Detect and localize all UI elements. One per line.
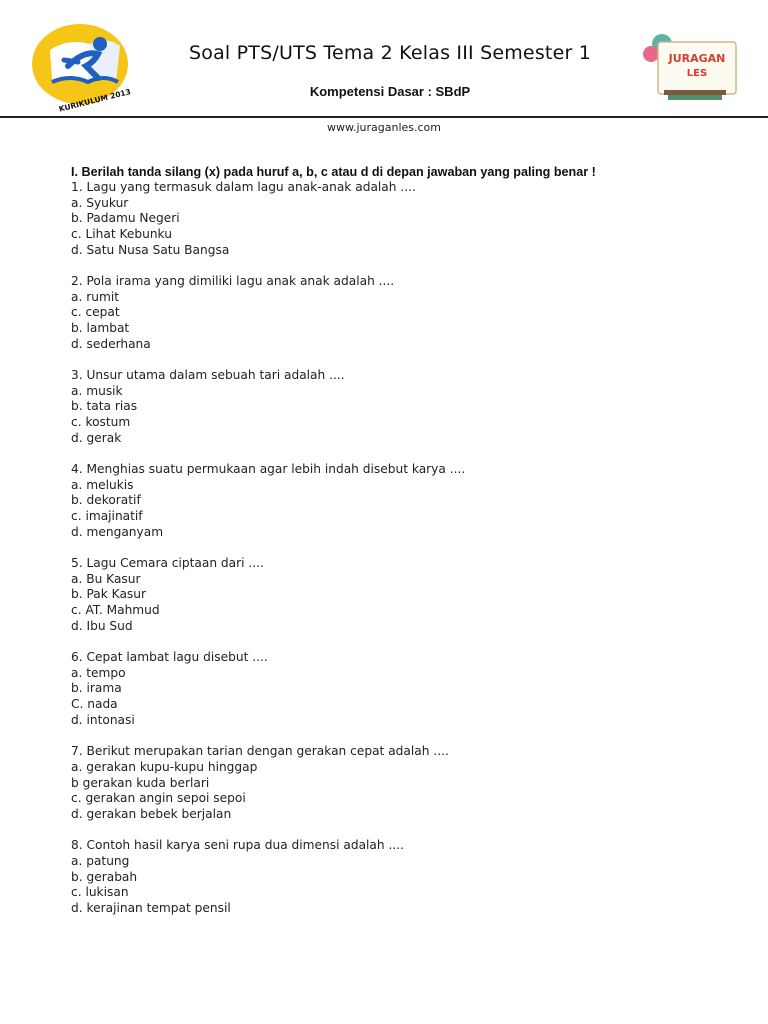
question-section [71, 164, 751, 932]
question-item [71, 556, 751, 635]
page-title: Soal PTS/UTS Tema 2 Kelas III Semester 1 [188, 42, 591, 64]
question-item [71, 462, 751, 541]
answer-option: a. rumit [71, 289, 119, 304]
website-url-text: www.juraganles.com [326, 121, 441, 134]
answer-option: b. gerabah [71, 869, 138, 884]
answer-option: C. nada [71, 697, 118, 712]
answer-option: c. Lihat Kebunku [71, 227, 172, 242]
question-item [71, 368, 751, 447]
answer-option: a. gerakan kupu-kupu hinggap [71, 759, 258, 774]
answer-option: a. melukis [71, 477, 134, 492]
answer-option: b. dekoratif [71, 493, 141, 508]
answer-option: b. Padamu Negeri [71, 211, 180, 226]
answer-option: d. menganyam [71, 524, 164, 539]
section-instruction: I. Berilah tanda silang (x) pada huruf a, b, c atau d di depan jawaban yang paling benar ! [71, 165, 596, 179]
kurikulum-logo-text: KURIKULUM 2013 [57, 87, 132, 114]
answer-option: d. sederhana [71, 336, 151, 351]
answer-option: b gerakan kuda berlari [71, 775, 210, 790]
question-item [71, 650, 751, 729]
answer-option: b. tata rias [71, 399, 138, 414]
answer-option: a. patung [71, 853, 130, 868]
answer-option: d. gerakan bebek berjalan [71, 806, 232, 821]
website-url [0, 121, 768, 134]
answer-option: d. gerak [71, 430, 122, 445]
answer-option: a. musik [71, 383, 123, 398]
question-item [71, 744, 751, 823]
answer-option: a. Syukur [71, 195, 129, 210]
answer-option: c. kostum [71, 415, 131, 430]
answer-option: d. Ibu Sud [71, 618, 133, 633]
question-text: 1. Lagu yang termasuk dalam lagu anak-anak adalah .... [71, 180, 416, 194]
page-subtitle: Kompetensi Dasar : SBdP [309, 84, 471, 99]
question-item [71, 838, 751, 917]
header-divider [0, 116, 768, 118]
answer-option: d. kerajinan tempat pensil [71, 900, 231, 915]
question-text: 2. Pola irama yang dimiliki lagu anak anak adalah .... [71, 274, 395, 289]
question-text: 5. Lagu Cemara ciptaan dari .... [71, 556, 264, 571]
question-text: 8. Contoh hasil karya seni rupa dua dimensi adalah .... [71, 838, 404, 853]
kurikulum-2013-logo [28, 20, 136, 116]
question-item [71, 180, 751, 259]
question-text: 7. Berikut merupakan tarian dengan gerakan cepat adalah .... [71, 744, 449, 759]
answer-option: c. gerakan angin sepoi sepoi [71, 791, 246, 806]
answer-option: a. Bu Kasur [71, 571, 141, 586]
answer-option: a. tempo [71, 665, 126, 680]
question-text: 4. Menghias suatu permukaan agar lebih indah disebut karya .... [71, 462, 466, 477]
question-text: 3. Unsur utama dalam sebuah tari adalah .... [71, 368, 345, 383]
question-text: 6. Cepat lambat lagu disebut .... [71, 650, 268, 665]
answer-option: c. lukisan [71, 885, 129, 900]
answer-option: c. AT. Mahmud [71, 603, 160, 618]
answer-option: d. Satu Nusa Satu Bangsa [71, 242, 230, 257]
juragan-les-logo [640, 32, 740, 104]
answer-option: b. Pak Kasur [71, 587, 147, 602]
answer-option: b. lambat [71, 321, 130, 336]
juragan-logo-text-2: LES [686, 68, 708, 79]
answer-option: d. intonasi [71, 712, 135, 727]
answer-option: c. imajinatif [71, 509, 143, 524]
answer-option: b. irama [71, 681, 122, 696]
juragan-logo-text-1: JURAGAN [668, 52, 726, 65]
answer-option: c. cepat [71, 305, 120, 320]
question-item [71, 274, 751, 353]
